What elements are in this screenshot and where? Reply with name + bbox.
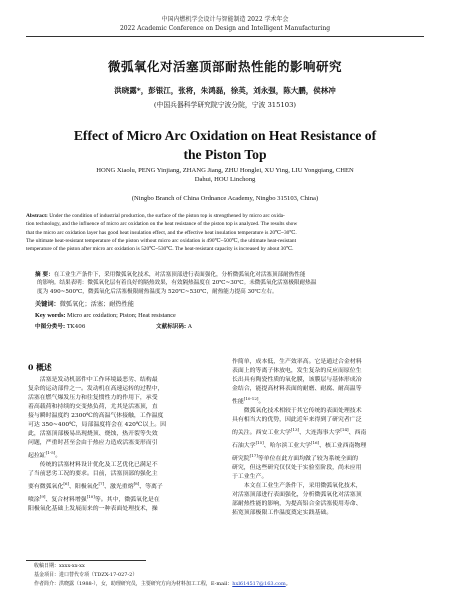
affiliation-en: (Ningbo Branch of China Ordnance Academy, Ningbo 315103, China) bbox=[131, 195, 319, 202]
citation-marker: [7] bbox=[98, 480, 105, 486]
body-line: 活塞是发动机部件中工作环境最恶劣、结构最 bbox=[28, 377, 158, 383]
body-line: 要有微弧氧化[6]、阳极氧化[7]、激光重熔[8]、等离子 bbox=[28, 480, 163, 490]
author-email-link[interactable]: hxl614517@163.com bbox=[232, 581, 286, 587]
abstract-cn-label: 摘 要： bbox=[35, 272, 54, 278]
body-line: 可达 350~400℃，局部温度将会在 420℃以上。因 bbox=[28, 422, 167, 428]
body-line: 了当前恶劣工况的要求。目前，活塞顶部的强化主 bbox=[28, 470, 158, 477]
body-line: 活塞在燃气爆发压力和往复惯性力的作用下，承受 bbox=[28, 395, 158, 401]
document-code: 文献标识码: A bbox=[156, 324, 192, 330]
body-left-column bbox=[28, 376, 218, 514]
abstract-en-line: that the micro arc oxidation layer has good heat insulation effect, and the effective heat insulation temperature is 20℃~30℃. bbox=[26, 229, 297, 236]
authors-en-line2: Dahui, HOU Linchong bbox=[194, 176, 256, 183]
body-line: 接与瞬时温度约 2300℃的高温气体接触，工作温度 bbox=[28, 413, 164, 419]
paper-title-cn: 微弧氧化对活塞顶部耐热性能的影响研究 bbox=[107, 59, 342, 74]
body-line: 着高载荷和持续的交变热负荷，尤其是活塞顶，直 bbox=[28, 404, 158, 410]
clc-number: 中图分类号: TK406 bbox=[35, 324, 86, 330]
citation-marker: [8] bbox=[133, 480, 140, 486]
body-paragraph bbox=[232, 407, 424, 482]
body-line: 复杂的运动部件之一。发动机在高速运转的过程中， bbox=[28, 386, 164, 392]
affiliation-cn: (中国兵器科学研究院宁波分院，宁波 315103) bbox=[153, 101, 297, 109]
body-line: 传统的活塞材料设计优化及工艺优化已满足不 bbox=[28, 461, 158, 468]
abstract-en bbox=[26, 212, 424, 253]
abstract-en-line: The ultimate heat-resistant temperature of the piston without micro arc oxidation is 490℃~500℃, the ultimate heat-resistant bbox=[26, 237, 297, 244]
body-line: 的关注。西安工业大学[13]、大连海事大学[14]、西南 bbox=[232, 426, 367, 436]
citation-marker: [16] bbox=[310, 439, 320, 445]
authors-cn: 洪晓露*，彭银江，张将，朱鸿磊，徐英，刘永强，陈大鹏，侯林冲 bbox=[114, 86, 336, 95]
body-line: 本文在工业生产条件下，采用微弧氧化技术， bbox=[232, 482, 362, 489]
body-line: 研究，但这些研究仅仅处于实验室阶段，尚未应用 bbox=[232, 464, 362, 471]
citation-marker: [17] bbox=[249, 452, 258, 458]
footnote-author: 作者简介：洪晓露（1988-），女，助理研究员，主要研究方向为材料加工工程，E-mail：hxl614517@163.com。 bbox=[34, 581, 291, 587]
running-header-en: 2022 Academic Conference on Design and Intelligent Manufacturing bbox=[119, 25, 331, 32]
body-line: 具有相当大的优势，因此近年来得到了研究者广泛 bbox=[232, 416, 362, 423]
body-line: 微弧氧化技术相较于其它传统的表面处理技术 bbox=[232, 407, 362, 414]
body-line: 起拉缸[1-5]。 bbox=[28, 450, 62, 459]
body-line: 拓宽顶部极限工作温度奠定实践基础。 bbox=[232, 509, 333, 516]
paper-title-en-line2: the Piston Top bbox=[183, 147, 267, 162]
keywords-cn: 关键词：微弧氧化；活塞；耐热性能 bbox=[35, 301, 134, 308]
body-line: 金结合，能提高材料表面的耐磨、耐腐、耐高温等 bbox=[232, 386, 362, 392]
body-right-column bbox=[232, 358, 424, 518]
footnote-received: 收稿日期：xxxx-xx-xx bbox=[34, 563, 85, 569]
body-line: 长出具有陶瓷性质的氧化膜，该膜层与基体形成冶 bbox=[232, 377, 362, 383]
paper-title-en-line1: Effect of Micro Arc Oxidation on Heat Resistance of bbox=[73, 128, 377, 143]
abstract-en-line: Abstract: Under the condition of industrial production, the surface of the piston top is strengthened by micro arc oxida- bbox=[26, 213, 285, 219]
abstract-cn: 摘 要：在工业生产条件下，采用微弧氧化技术，对活塞顶部进行表面强化，分析微弧氧化对活塞顶部耐热性能 的影响。结果表明：微弧氧化层有着良好的隔热效果，有效隔热温度在 20℃~30℃。未微弧氧化活塞极限耐热温 度为 490~500℃，微弧氧化后活塞极限耐热温度为 520℃~530℃，耐热能力提高 30℃左右。 bbox=[35, 272, 317, 295]
citation-marker: [10-12] bbox=[243, 396, 259, 401]
body-line: 对活塞顶部进行表面强化，分析微弧氧化对活塞顶 bbox=[232, 491, 362, 498]
body-line: 石油大学[15]、哈尔滨工业大学[16]、核工业西南物理 bbox=[232, 439, 367, 449]
body-paragraph bbox=[232, 482, 424, 518]
running-header-cn: 中国内燃机学会设计与智能制造 2022 学术年会 bbox=[161, 16, 289, 23]
body-line: 作简单，成本低，生产效率高。它是通过合金材料 bbox=[232, 359, 362, 365]
authors-en-line1: HONG Xiaolu, PENG Yinjiang, ZHANG Jiang, ZHU Honglei, XU Ying, LIU Yongqiang, CHEN bbox=[96, 167, 354, 174]
body-paragraph bbox=[28, 461, 218, 514]
body-line: 此，活塞顶部极易出现烧顶、烧蚀，热开裂等失效 bbox=[28, 431, 158, 437]
citation-marker: [9] bbox=[39, 493, 46, 499]
body-line: 研究院[17]等单位在此方面均做了较为系统全面的 bbox=[232, 452, 359, 462]
body-line: 喷涂[9]、复合材料增强[10]等。其中，微弧氧化是在 bbox=[28, 493, 160, 503]
body-line: 性能[10-12]。 bbox=[232, 396, 265, 405]
citation-marker: [6] bbox=[63, 480, 70, 486]
citation-marker: [1-5] bbox=[45, 450, 56, 455]
section-heading-overview: 0 概述 bbox=[28, 363, 52, 372]
header-rule bbox=[26, 36, 424, 37]
citation-marker: [15] bbox=[255, 439, 264, 445]
abstract-en-label: Abstract: bbox=[26, 213, 48, 219]
abstract-en-line: temperature of the piston after micro arc oxidation is 520℃~530℃. The heat-resistant capacity is increased by about 30℃. bbox=[26, 246, 294, 253]
body-paragraph bbox=[28, 376, 218, 461]
abstract-en-line: tion technology, and the influence of micro arc oxidation on the heat resistance of the piston top is analyzed. The results show bbox=[26, 221, 298, 228]
citation-marker: [10] bbox=[86, 493, 95, 499]
footnote-fund: 基金项目：进口替代专项（TDZX-17-027-2） bbox=[34, 572, 138, 578]
citation-marker: [14] bbox=[340, 426, 349, 432]
citation-marker: [13] bbox=[290, 426, 300, 432]
body-line: 表面上的等离子体放电，发生复杂的反应而原位生 bbox=[232, 368, 362, 374]
footnote-rule bbox=[26, 560, 146, 561]
body-line: 阳极氧化基础上发展而来的一种表面处理技术，操 bbox=[28, 505, 158, 512]
body-paragraph bbox=[232, 358, 424, 407]
keywords-en: Key words: Micro arc oxidation; Piston; Heat resistance bbox=[35, 312, 176, 319]
body-line: 部耐热性能的影响，为提高铝合金活塞使用寿命、 bbox=[232, 500, 362, 507]
body-line: 问题，严重时甚至会由于热应力造成活塞变形而引 bbox=[28, 440, 158, 446]
body-line: 于工业生产。 bbox=[232, 473, 268, 480]
